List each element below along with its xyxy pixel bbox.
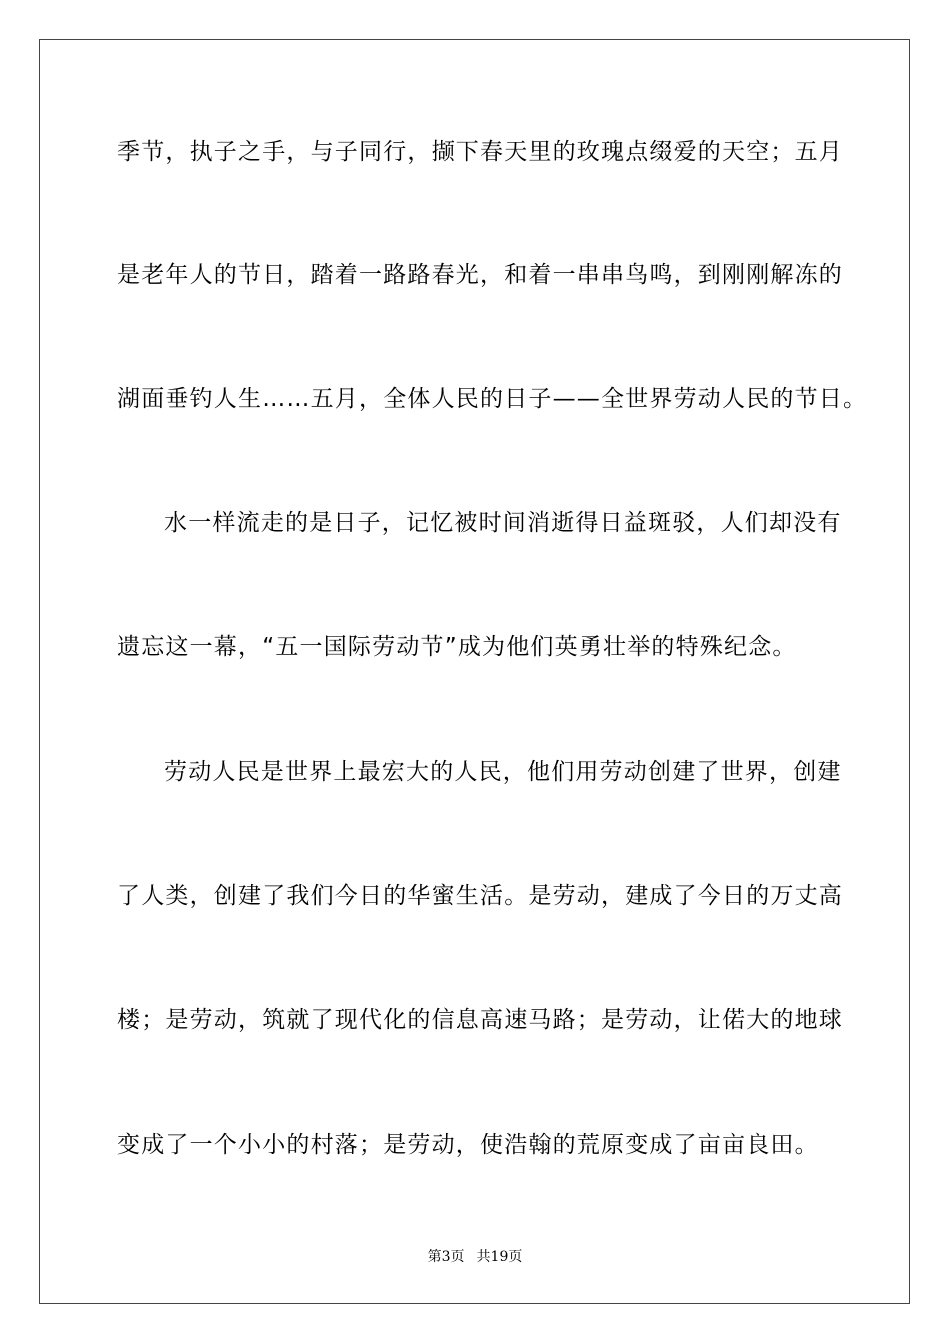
page-number-current: 第3页 bbox=[427, 1249, 465, 1265]
text-line: 是老年人的节日，踏着一路路春光，和着一串串鸟鸣，到刚刚解冻的 bbox=[117, 262, 843, 288]
text-line: 楼；是劳动，筑就了现代化的信息高速马路；是劳动，让偌大的地球 bbox=[117, 1007, 843, 1033]
page-footer bbox=[0, 1248, 950, 1266]
text-line: 变成了一个小小的村落；是劳动，使浩翰的荒原变成了亩亩良田。 bbox=[117, 1132, 819, 1158]
page-number-total: 共19页 bbox=[476, 1249, 523, 1265]
text-line: 遗忘这一幕，“五一国际劳动节”成为他们英勇壮举的特殊纪念。 bbox=[117, 634, 797, 660]
page-frame bbox=[39, 39, 910, 1304]
paragraph-first-line: 水一样流走的是日子，记忆被时间消逝得日益斑驳，人们却没有 bbox=[164, 510, 842, 536]
text-line: 湖面垂钓人生……五月，全体人民的日子——全世界劳动人民的节日。 bbox=[117, 386, 868, 412]
text-line: 了人类，创建了我们今日的华蜜生活。是劳动，建成了今日的万丈高 bbox=[117, 883, 843, 909]
text-line: 季节，执子之手，与子同行，撷下春天里的玫瑰点缀爱的天空；五月 bbox=[117, 139, 843, 165]
paragraph-first-line: 劳动人民是世界上最宏大的人民，他们用劳动创建了世界，创建 bbox=[164, 759, 842, 785]
